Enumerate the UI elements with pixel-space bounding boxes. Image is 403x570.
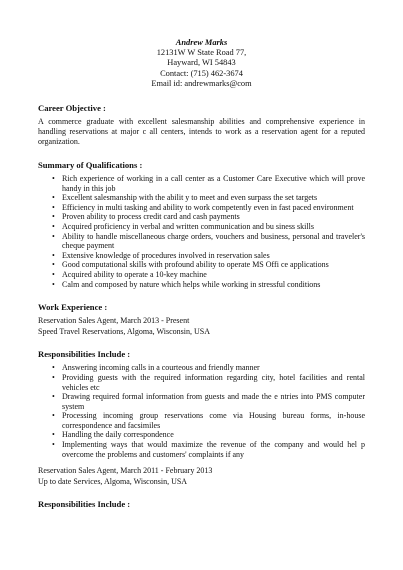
qualifications-list	[38, 174, 365, 289]
bullet-icon: •	[52, 269, 55, 279]
address-line: 12131W W State Road 77,	[156, 48, 247, 58]
bullet-icon: •	[52, 411, 55, 421]
resume-header	[38, 38, 365, 89]
responsibilities-title: Responsibilities Include :	[38, 349, 131, 360]
list-item: • Drawing required formal information from guests and made the e ntries into PMS computer system	[52, 392, 365, 411]
job-role: Reservation Sales Agent, March 2013 - Present	[38, 316, 190, 326]
list-item: • Handling the daily correspondence	[52, 430, 174, 440]
list-item: • Calm and composed by nature which helps while working in stressful conditions	[52, 279, 321, 289]
objective-title: Career Objective :	[38, 103, 106, 114]
experience-title: Work Experience :	[38, 302, 108, 313]
list-item: • Efficiency in multi tasking and ability to work competently even in fast paced environment	[52, 202, 354, 212]
bullet-icon: •	[52, 372, 55, 382]
list-item: • Ability to handle miscellaneous charge orders, vouchers and business, personal and traveler's cheque payment	[52, 231, 365, 251]
list-item: • Good computational skills with profound ability to operate MS Offi ce applications	[52, 260, 329, 270]
list-item: • Acquired ability to operate a 10-key machine	[52, 269, 207, 279]
list-item: • Proven ability to process credit card and cash payments	[52, 212, 240, 222]
list-item: • Extensive knowledge of procedures involved in reservation sales	[52, 250, 270, 260]
email-line: Email id: andrewmarks@com	[151, 78, 252, 88]
bullet-icon: •	[52, 202, 55, 212]
list-item: • Processing incoming group reservations come via Housing bureau forms, in-house correspondence and facsimiles	[52, 411, 365, 430]
contact-line: Contact: (715) 462-3674	[160, 68, 243, 78]
list-item: • Answering incoming calls in a courteous and friendly manner	[52, 363, 260, 373]
list-item: • Excellent salesmanship with the abilit y to meet and even surpass the set targets	[52, 193, 318, 203]
job-company: Up to date Services, Algoma, Wisconsin, USA	[38, 476, 188, 486]
bullet-icon: •	[52, 279, 55, 289]
list-item: • Rich experience of working in a call center as a Customer Care Executive which will prove handy in this job	[52, 174, 365, 193]
job-role: Reservation Sales Agent, March 2011 - February 2013	[38, 466, 213, 476]
bullet-icon: •	[52, 250, 55, 260]
bullet-icon: •	[52, 440, 55, 450]
bullet-icon: •	[52, 193, 55, 203]
bullet-icon: •	[52, 260, 55, 270]
list-item: • Implementing ways that would maximize the revenue of the company and would hel p overcome the problems and customers' complaints if any	[52, 440, 365, 459]
qualifications-title: Summary of Qualifications :	[38, 160, 143, 171]
bullet-icon: •	[52, 221, 55, 231]
bullet-icon: •	[52, 212, 55, 222]
bullet-icon: •	[52, 363, 55, 373]
candidate-name: Andrew Marks	[175, 38, 228, 47]
bullet-icon: •	[52, 392, 55, 402]
list-item: • Acquired proficiency in verbal and written communication and bu siness skills	[52, 221, 314, 231]
responsibilities-title: Responsibilities Include :	[38, 499, 131, 510]
job-company: Speed Travel Reservations, Algoma, Wisconsin, USA	[38, 326, 210, 336]
bullet-icon: •	[52, 430, 55, 440]
responsibilities-list	[38, 363, 365, 459]
city-line: Hayward, WI 54843	[167, 58, 236, 68]
bullet-icon: •	[52, 174, 55, 184]
objective-text: A commerce graduate with excellent salesmanship abilities and comprehensive experience in handling reservations at major c all centers, intends to work as a reservation agent for a reputed organization.	[38, 117, 365, 147]
bullet-icon: •	[52, 231, 55, 241]
list-item: • Providing guests with the required information regarding city, hotel facilities and rental vehicles etc	[52, 372, 365, 392]
